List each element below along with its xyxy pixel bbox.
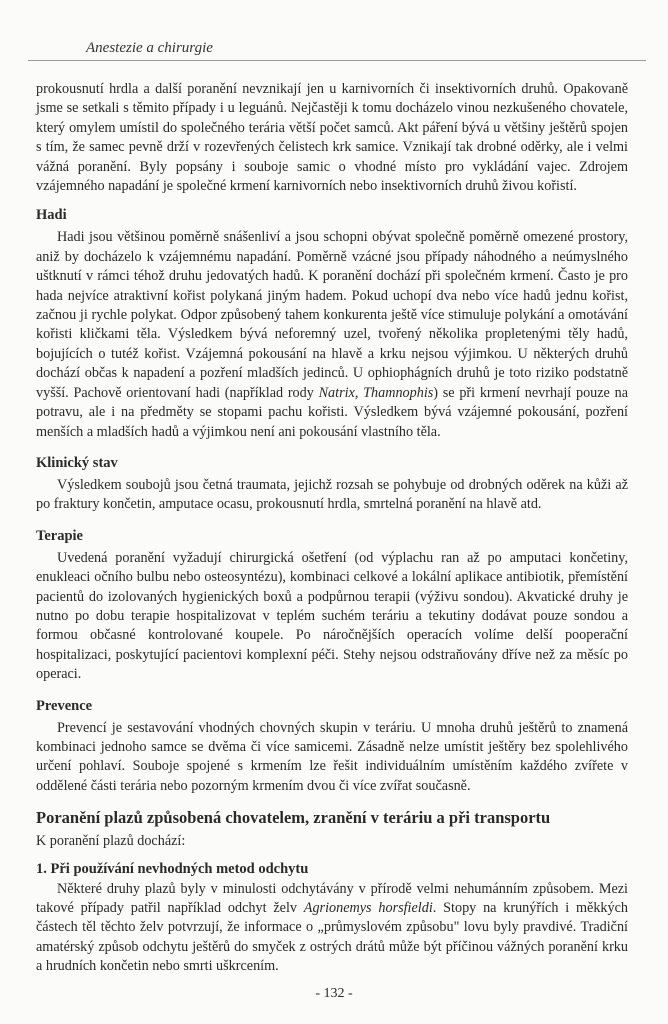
latin-species: Agrionemys horsfieldi [303,900,433,916]
paragraph-prevence: Prevencí je sestavování vhodných chovných skupin v teráriu. U mnoha druhů ještěrů to znamená kombinaci jednoho samce se dvěma či více samicemi. Zásadně nelze umístit ještěry bez spolehlivého určení pohlaví. Souboje spojené s krmením lze řešit individuálním umístěním každého zvířete v oddělené části terária nebo pozorným krmením dvou či více zvířat současně. [36,719,628,794]
paragraph-klinicky-stav: Výsledkem soubojů jsou četná traumata, jejichž rozsah se pohybuje od drobných oděrek na kůži až po fraktury končetin, amputace ocasu, prokousnutí hrdla, smrtelná poranění na hlavě atd. [36,476,628,513]
paragraph-hadi [36,228,628,441]
page-body [36,80,628,977]
hadi-text-part2: ) se při krmení nevrhají pouze na potravu, ale i na předměty se stopami pachu kořisti. Výsledkem bývá vzájemné pokousání, pozření menších a mladších hadů a výjimkou není ani pokousání vlastního těla. [36,384,628,440]
intro-paragraph: prokousnutí hrdla a další poranění nevznikají jen u karnivorních či insektivorních druhů. Opakovaně jsme se setkali s těmito případy i u leguánů. Nejčastěji k tomu docházelo vinou nezkušeného chovatele, který omylem umístil do společného terária větší počet samců. Akt páření bývá u většiny ještěrů spojen s tím, že samec pevně drží v rozevřených čelistech krk samice. Vznikají tak drobné oděrky, ale i velmi vážná poranění. Byly popsány i souboje samic o vhodné místo pro vykládání vajec. Zdrojem vzájemného napadání je společné krmení karnivorních nebo insektivorních druhů živou kořistí. [36,81,628,195]
lead-poraneni: K poranění plazů dochází: [36,833,186,850]
running-title: Anestezie a chirurgie [86,40,213,56]
subheading-odchyt: 1. Při používání nevhodných metod odchytu [36,860,309,877]
heading-klinicky-stav: Klinický stav [36,454,118,471]
odchyt-text-part1: Některé druhy plazů byly v minulosti odchytávány v přírodě velmi nehumánním způsobem. Mezi takové případy patřil například odchyt želv [36,880,628,916]
heading-prevence: Prevence [36,697,93,714]
page-number: - 132 - [315,986,353,1001]
heading-terapie: Terapie [36,527,83,544]
paragraph-terapie: Uvedená poranění vyžadují chirurgická ošetření (od výplachu ran až po amputaci končetiny, enukleaci očního bulbu nebo osteosyntézu), kombinaci celkové a lokální aplikace antibiotik, přemístění pacientů do izolovaných hygienických boxů a podpůrnou terapii (výživu sondou). Akvatické druhy je nutno po dobu terapie hospitalizovat v teplém suchém teráriu a tekutiny dodávat pouze sondou a formou občasné kontrolované koupele. Po náročnějších operacích volíme delší pooperační hospitalizaci, poskytující pacientovi komplexní péči. Stehy nejsou odstraňovány dříve než za měsíc po operaci. [36,549,628,683]
paragraph-odchyt [36,880,628,977]
running-header [28,38,646,61]
hadi-text-part1: Hadi jsou většinou poměrně snášenliví a jsou schopni obývat společně poměrně omezené prostory, aniž by docházelo k vzájemnému napadání. Poměrně vzácné jsou případy náhodného a neúmyslného uštknutí v rámci téhož druhu jedovatých hadů. K poranění dochází při společném krmení. Často je pro hada nejvíce atraktivní kořist polykaná jiným hadem. Pokud uchopí dva nebo více hadů jednu kořist, začnou ji rychle polykat. Odpor způsobený tahem konkurenta ještě více stimuluje polykání a omotávání kořisti kličkami těla. Výsledkem bývá neforemný uzel, tvořený několika propletenými těly hadů, bojujících o tutéž kořist. Vzájemná pokousání na hlavě a krku nejsou výjimkou. U některých druhů dochází občas k napadení a pozření mladších jedinců. U ophiophágních druhů je toto riziko podstatně vyšší. Pachově orientovaní hadi (například rody [36,229,628,401]
heading-hadi: Hadi [36,207,67,224]
latin-genera: Natrix, Thamnophis [318,384,434,401]
odchyt-text-part2: . Stopy na krunýřích i měkkých částech těl těchto želv potvrzují, že informace o „průmyslovém způsobu" lovu byly pravdivé. Tradiční amatérský způsob odchytu ještěrů do smyček z ostrých drátů může být příčinou vážných poranění krku a hrudních končetin nebo smrti uškrcením. [36,900,628,975]
heading-poraneni-plazu: Poranění plazů způsobená chovatelem, zranění v teráriu a při transportu [36,808,551,828]
